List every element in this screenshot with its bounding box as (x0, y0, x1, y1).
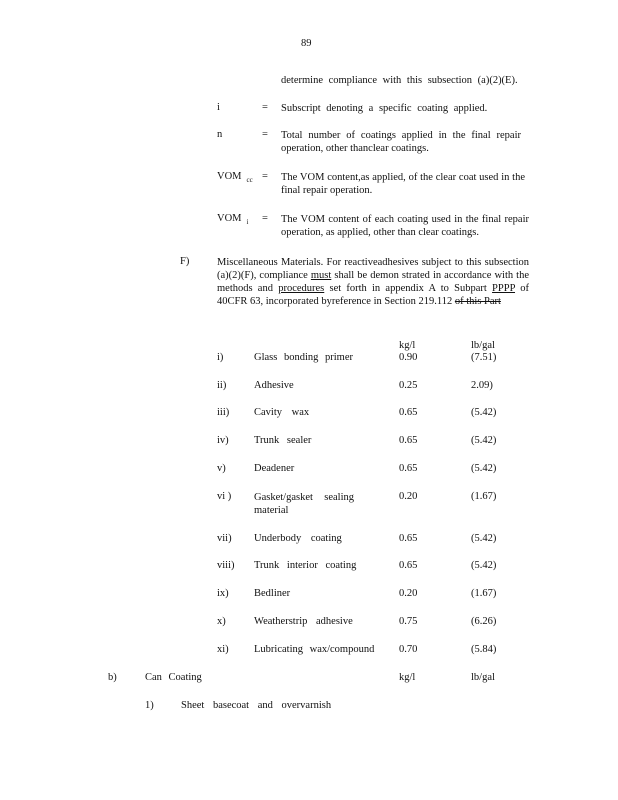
section-b-kg-header: kg/l (399, 672, 416, 683)
row-name: Underbody coating (254, 533, 342, 544)
definition-symbol: n (217, 129, 223, 140)
row-kg: 0.65 (399, 560, 418, 571)
row-kg: 0.20 (399, 491, 418, 502)
row-number: x) (217, 616, 226, 627)
procedures-word: procedures (278, 283, 325, 294)
definition-text: Total number of coatings applied in the final repair operation, other thanclear coatings. (281, 130, 521, 154)
row-lb: (6.26) (471, 616, 497, 627)
row-lb: (5.84) (471, 644, 497, 655)
row-name: Cavity wax (254, 407, 310, 418)
row-kg: 0.70 (399, 644, 418, 655)
row-lb: (5.42) (471, 407, 497, 418)
struck-text: of this Part (454, 296, 501, 307)
definition-equals: = (262, 171, 268, 182)
section-f-label: F) (180, 256, 190, 267)
row-name: Bedliner (254, 588, 291, 599)
row-kg: 0.20 (399, 588, 418, 599)
row-lb: (1.67) (471, 491, 497, 502)
row-kg: 0.25 (399, 380, 418, 391)
row-number: iv) (217, 435, 229, 446)
row-lb: (1.67) (471, 588, 497, 599)
row-name: Lubricating wax/compound (254, 644, 375, 655)
row-lb: (7.51) (471, 352, 497, 363)
row-number: v) (217, 463, 226, 474)
units-kg-header: kg/l (399, 340, 416, 351)
page-number: 89 (301, 38, 312, 49)
section-f-paragraph: Miscellaneous Materials. For reactiveadhesives subject to this subsection (a)(2)(F), compliance must shall be demon strated in accordance with the methods and procedures set forth in appendix A to Subpart PPPP of 40CFR 63, incorporated byreference in Section 219.112 of this Part (217, 257, 530, 307)
definition-text: The VOM content,as applied, of the clear coat used in the final repair operation. (281, 172, 525, 196)
row-kg: 0.75 (399, 616, 418, 627)
row-number: vii) (217, 533, 232, 544)
row-name: Deadener (254, 463, 295, 474)
definition-symbol: i (217, 102, 220, 113)
units-lb-header: lb/gal (471, 340, 495, 351)
section-b-lb-header: lb/gal (471, 672, 495, 683)
row-number: xi) (217, 644, 229, 655)
definition-text: The VOM content of each coating used in the final repair operation, as applied, other than clear coatings. (281, 214, 529, 238)
row-kg: 0.65 (399, 435, 418, 446)
section-b-title: Can Coating (145, 672, 202, 683)
pppp-word: PPPP (492, 283, 516, 294)
row-lb: (5.42) (471, 560, 497, 571)
intro-line: determine compliance with this subsection (a)(2)(E). (281, 75, 518, 86)
row-number: ix) (217, 588, 229, 599)
definition-symbol: VOM $_{cc}$ (217, 171, 253, 184)
item-1-label: 1) (145, 700, 154, 711)
row-lb: (5.42) (471, 463, 497, 474)
section-b-label: b) (108, 672, 117, 683)
definition-symbol: VOM $_i$ (217, 213, 249, 226)
row-number: i) (217, 352, 224, 363)
row-number: viii) (217, 560, 235, 571)
row-kg: 0.65 (399, 407, 418, 418)
row-name: Trunk interior coating (254, 560, 357, 571)
row-number: ii) (217, 380, 227, 391)
row-lb: (5.42) (471, 533, 497, 544)
row-lb: (5.42) (471, 435, 497, 446)
row-kg: 0.65 (399, 533, 418, 544)
row-name: Gasket/gasket sealing material (254, 492, 354, 516)
row-name: Trunk sealer (254, 435, 312, 446)
must-word: must (310, 270, 332, 281)
row-kg: 0.65 (399, 463, 418, 474)
row-number: vi ) (217, 491, 232, 502)
row-kg: 0.90 (399, 352, 418, 363)
item-1-text: Sheet basecoat and overvarnish (181, 700, 332, 711)
definition-equals: = (262, 213, 268, 224)
row-name: Weatherstrip adhesive (254, 616, 353, 627)
row-lb: 2.09) (471, 380, 493, 391)
definition-equals: = (262, 102, 268, 113)
row-name: Adhesive (254, 380, 294, 391)
definition-text: Subscript denoting a specific coating applied. (281, 103, 488, 114)
row-name: Glass bonding primer (254, 352, 353, 363)
definition-equals: = (262, 129, 268, 140)
row-number: iii) (217, 407, 230, 418)
